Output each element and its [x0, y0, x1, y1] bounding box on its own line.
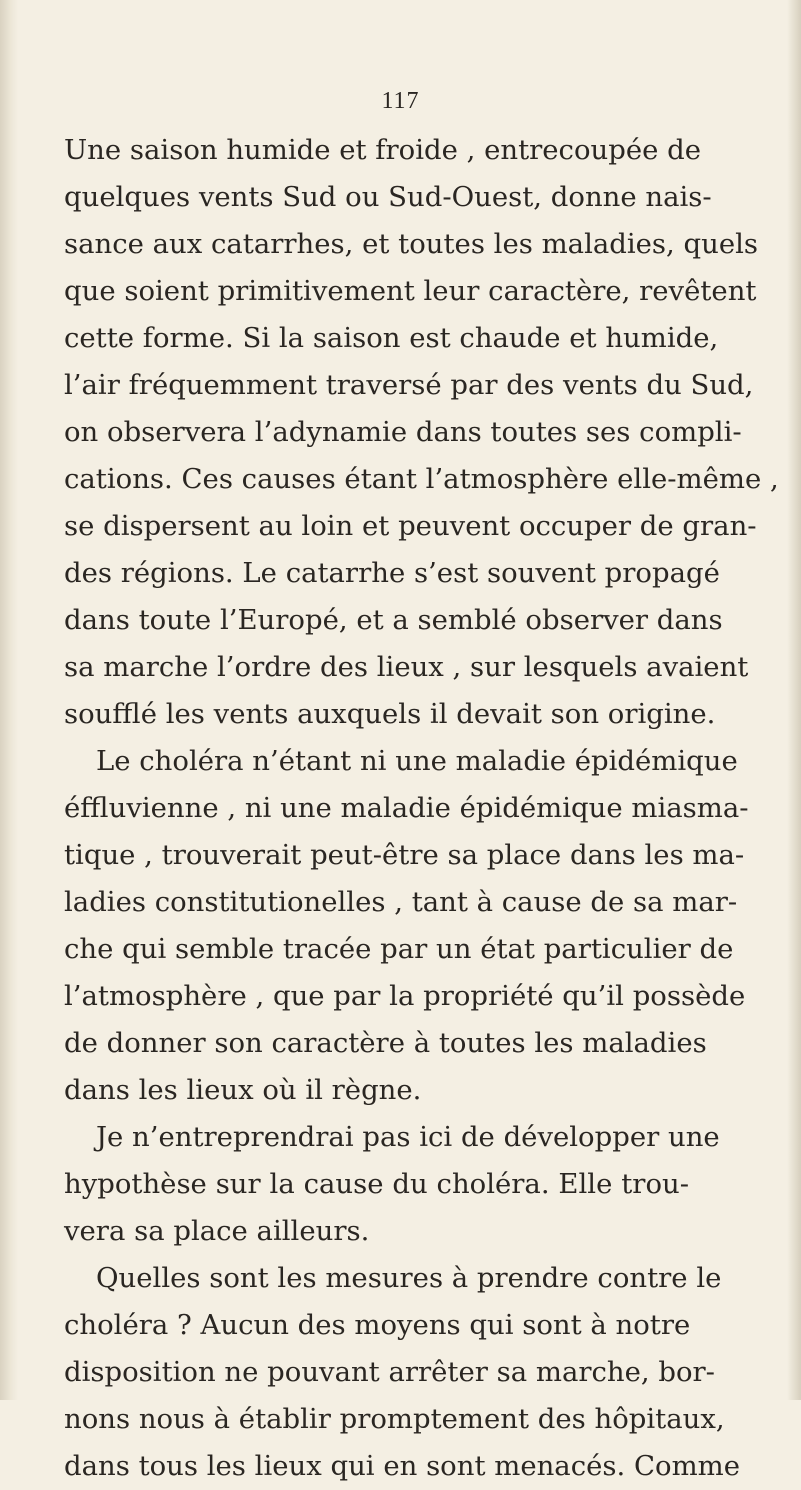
- text-line: nons nous à établir promptement des hôpitaux,: [64, 1403, 725, 1435]
- text-line: quelques vents Sud ou Sud-Ouest, donne nais-: [64, 181, 712, 213]
- page-edge-shadow: [787, 0, 801, 1400]
- text-line: se dispersent au loin et peuvent occuper de gran-: [64, 510, 757, 542]
- text-line: éffluvienne , ni une maladie épidémique miasma-: [64, 792, 749, 824]
- text-line: de donner son caractère à toutes les maladies: [64, 1027, 707, 1059]
- text-line: dans tous les lieux qui en sont menacés. Comme: [64, 1450, 740, 1482]
- text-line: dans les lieux où il règne.: [64, 1074, 422, 1106]
- body-text: [64, 127, 779, 1490]
- text-line: sa marche l’ordre des lieux , sur lesquels avaient: [64, 651, 749, 683]
- text-line: on observera l’adynamie dans toutes ses compli-: [64, 416, 742, 448]
- text-line: l’atmosphère , que par la propriété qu’il possède: [64, 980, 746, 1012]
- text-line: vera sa place ailleurs.: [64, 1215, 370, 1247]
- text-line: Quelles sont les mesures à prendre contre le: [96, 1262, 722, 1294]
- text-line: cette forme. Si la saison est chaude et humide,: [64, 322, 719, 354]
- page-gutter-shadow: [0, 0, 18, 1400]
- text-line: tique , trouverait peut-être sa place dans les ma-: [64, 839, 745, 871]
- text-line: Une saison humide et froide , entrecoupée de: [64, 134, 701, 166]
- text-line: sance aux catarrhes, et toutes les maladies, quels: [64, 228, 759, 260]
- text-line: che qui semble tracée par un état particulier de: [64, 933, 734, 965]
- text-line: cations. Ces causes étant l’atmosphère elle-même ,: [64, 463, 779, 495]
- text-line: choléra ? Aucun des moyens qui sont à notre: [64, 1309, 691, 1341]
- text-line: Je n’entreprendrai pas ici de développer une: [96, 1121, 720, 1153]
- text-line: Le choléra n’étant ni une maladie épidémique: [96, 745, 738, 777]
- text-line: hypothèse sur la cause du choléra. Elle trou-: [64, 1168, 689, 1200]
- text-line: dans toute l’Europé, et a semblé observer dans: [64, 604, 723, 636]
- text-line: ladies constitutionelles , tant à cause de sa mar-: [64, 886, 738, 918]
- text-line: soufflé les vents auxquels il devait son origine.: [64, 698, 716, 730]
- page-number: 117: [381, 88, 420, 114]
- text-line: l’air fréquemment traversé par des vents du Sud,: [64, 369, 754, 401]
- text-line: que soient primitivement leur caractère, revêtent: [64, 275, 757, 307]
- text-line: des régions. Le catarrhe s’est souvent propagé: [64, 557, 720, 589]
- text-line: disposition ne pouvant arrêter sa marche, bor-: [64, 1356, 715, 1388]
